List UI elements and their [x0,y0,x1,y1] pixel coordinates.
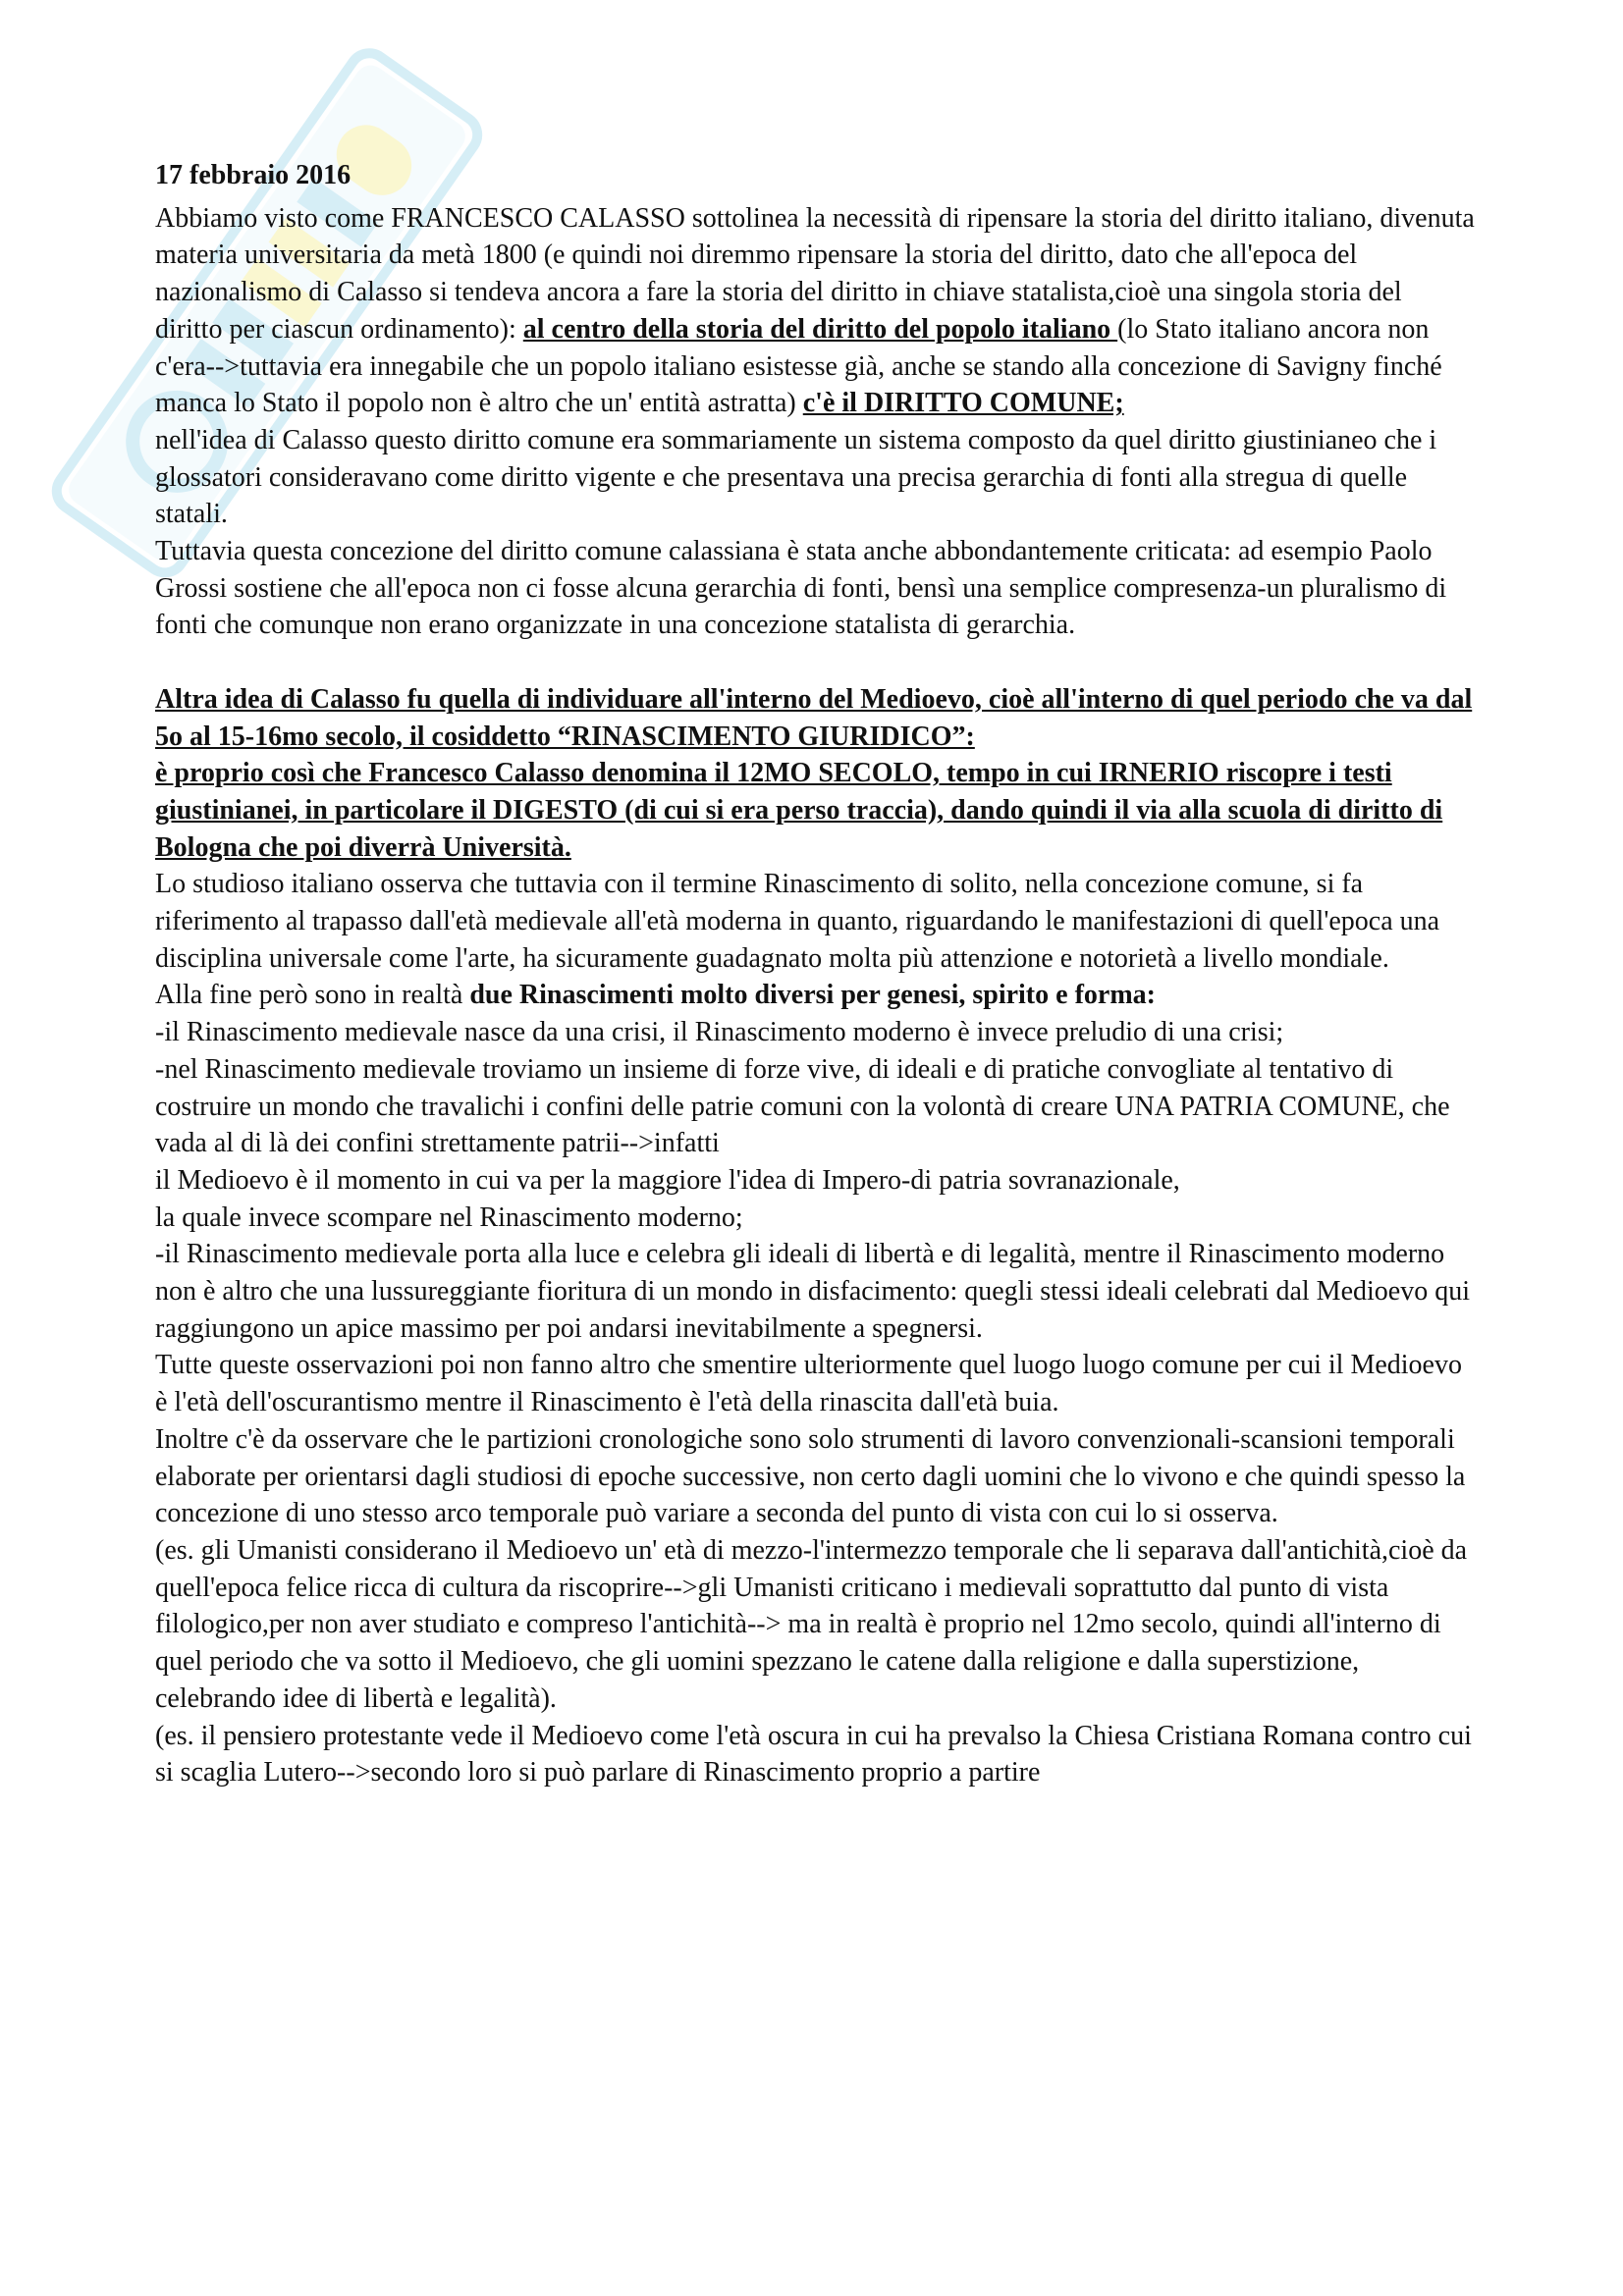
emphasis-text: c'è il DIRITTO COMUNE; [802,388,1124,419]
paragraph-diritto-comune: nell'idea di Calasso questo diritto comune era sommariamente un sistema composto da quel diritto giustinianeo che i glossatori consideravano come diritto vigente e che presentava una precisa gerarchia di fonti alla stregua di quelle statali. [155,424,1437,530]
bold-text: due Rinascimenti molto diversi per genesi, spirito e forma: [469,980,1156,1011]
paragraph-text: (lo Stato italiano ancora non c'era-->tuttavia era innegabile che un popolo italiano esistesse già, anche se stando alla concezione di Savigny finché manca lo Stato il popolo non è altro che un' entità astratta) [155,313,1442,419]
paragraph-luogo-comune: Tutte queste osservazioni poi non fanno altro che smentire ulteriormente quel luogo luogo comune per cui il Medioevo è l'età dell'oscurantismo mentre il Rinascimento è l'età della rinascita dall'età buia. [155,1350,1462,1418]
list-item-patria-comune: -nel Rinascimento medievale troviamo un insieme di forze vive, di ideali e di pratiche convogliate al tentativo di costruire un mondo che travalichi i confini delle patrie comuni con la volontà di creare UNA PATRIA COMUNE, che vada al di là dei confini strettamente patrii-->infatti [155,1053,1450,1159]
paragraph-text: Abbiamo visto come FRANCESCO CALASSO sottolinea la necessità di ripensare la storia del diritto italiano, divenuta materia universitaria da metà 1800 (e quindi noi diremmo ripensare la storia del diritto, dato che all'epoca del nazionalismo di Calasso si tendeva ancora a fare la storia del diritto in chiave statalista,cioè una singola storia del diritto per ciascun ordinamento): [155,202,1475,345]
paragraph-rinascimento-term: Lo studioso italiano osserva che tuttavia con il termine Rinascimento di solito, nella concezione comune, si fa riferimento al trapasso dall'età medievale all'età moderna in quanto, riguardando le manifestazioni di quell'epoca una disciplina universale come l'arte, ha sicuramente guadagnato molta più attenzione e notorietà a livello mondiale. [155,869,1440,974]
list-item-impero-line: il Medioevo è il momento in cui va per la maggiore l'idea di Impero-di patria sovranazionale, [155,1164,1180,1196]
blank-line [155,644,1476,681]
heading-irnerio-digesto: è proprio così che Francesco Calasso denomina il 12MO SECOLO, tempo in cui IRNERIO riscopre i testi giustinianei, in particolare il DIGESTO (di cui si era perso traccia), dando quindi il via alla scuola di diritto di Bologna che poi diverrà Università. [155,758,1443,863]
paragraph-grossi-critique: Tuttavia questa concezione del diritto comune calassiana è stata anche abbondantemente criticata: ad esempio Paolo Grossi sostiene che all'epoca non ci fosse alcuna gerarchia di fonti, bensì una semplice compresenza-un pluralismo di fonti che comunque non erano organizzate in una concezione statalista di gerarchia. [155,536,1447,641]
paragraph-calasso-intro [155,200,1476,422]
paragraph-umanisti-example: (es. gli Umanisti considerano il Medioevo un' età di mezzo-l'intermezzo temporale che li separava dall'antichità,cioè da quell'epoca felice ricca di cultura da riscoprire-->gli Umanisti criticano i medievali soprattutto dal punto di vista filologico,per non aver studiato e compreso l'antichità--> ma in realtà è proprio nel 12mo secolo, quindi all'interno di quel periodo che va sotto il Medioevo, che gli uomini spezzano le catene dalla religione e dalla superstizione, celebrando idee di libertà e legalità). [155,1535,1468,1714]
heading-rinascimento-giuridico: Altra idea di Calasso fu quella di individuare all'interno del Medioevo, cioè all'interno di quel periodo che va dal 5o al 15-16mo secolo, il cosiddetto “RINASCIMENTO GIURIDICO”: [155,683,1473,752]
document-body [155,157,1476,1791]
document-date: 17 febbraio 2016 [155,160,352,190]
list-item-liberta-legalita: -il Rinascimento medievale porta alla luce e celebra gli ideali di libertà e di legalità, mentre il Rinascimento moderno non è altro che una lussureggiante fioritura di un mondo in disfacimento: quegli stessi ideali celebrati dal Medioevo qui raggiungono un apice massimo per poi andarsi inevitabilmente a spegnersi. [155,1239,1470,1344]
paragraph-text: Alla fine però sono in realtà [155,980,470,1011]
paragraph-partizioni-cronologiche: Inoltre c'è da osservare che le partizioni cronologiche sono solo strumenti di lavoro convenzionali-scansioni temporali elaborate per orientarsi dagli studiosi di epoche successive, non certo dagli uomini che lo vivono e che quindi spesso la concezione di uno stesso arco temporale può variare a seconda del punto di vista con cui lo si osserva. [155,1423,1466,1529]
list-item-scompare-line: la quale invece scompare nel Rinascimento moderno; [155,1201,743,1233]
emphasis-text: al centro della storia del diritto del popolo italiano [522,313,1118,345]
paragraph-due-rinascimenti [155,977,1476,1014]
paragraph-protestante-example: (es. il pensiero protestante vede il Medioevo come l'età oscura in cui ha prevalso la Chiesa Cristiana Romana contro cui si scaglia Lutero-->secondo loro si può parlare di Rinascimento proprio a partire [155,1720,1472,1789]
list-item-crisi: -il Rinascimento medievale nasce da una crisi, il Rinascimento moderno è invece preludio di una crisi; [155,1017,1284,1048]
